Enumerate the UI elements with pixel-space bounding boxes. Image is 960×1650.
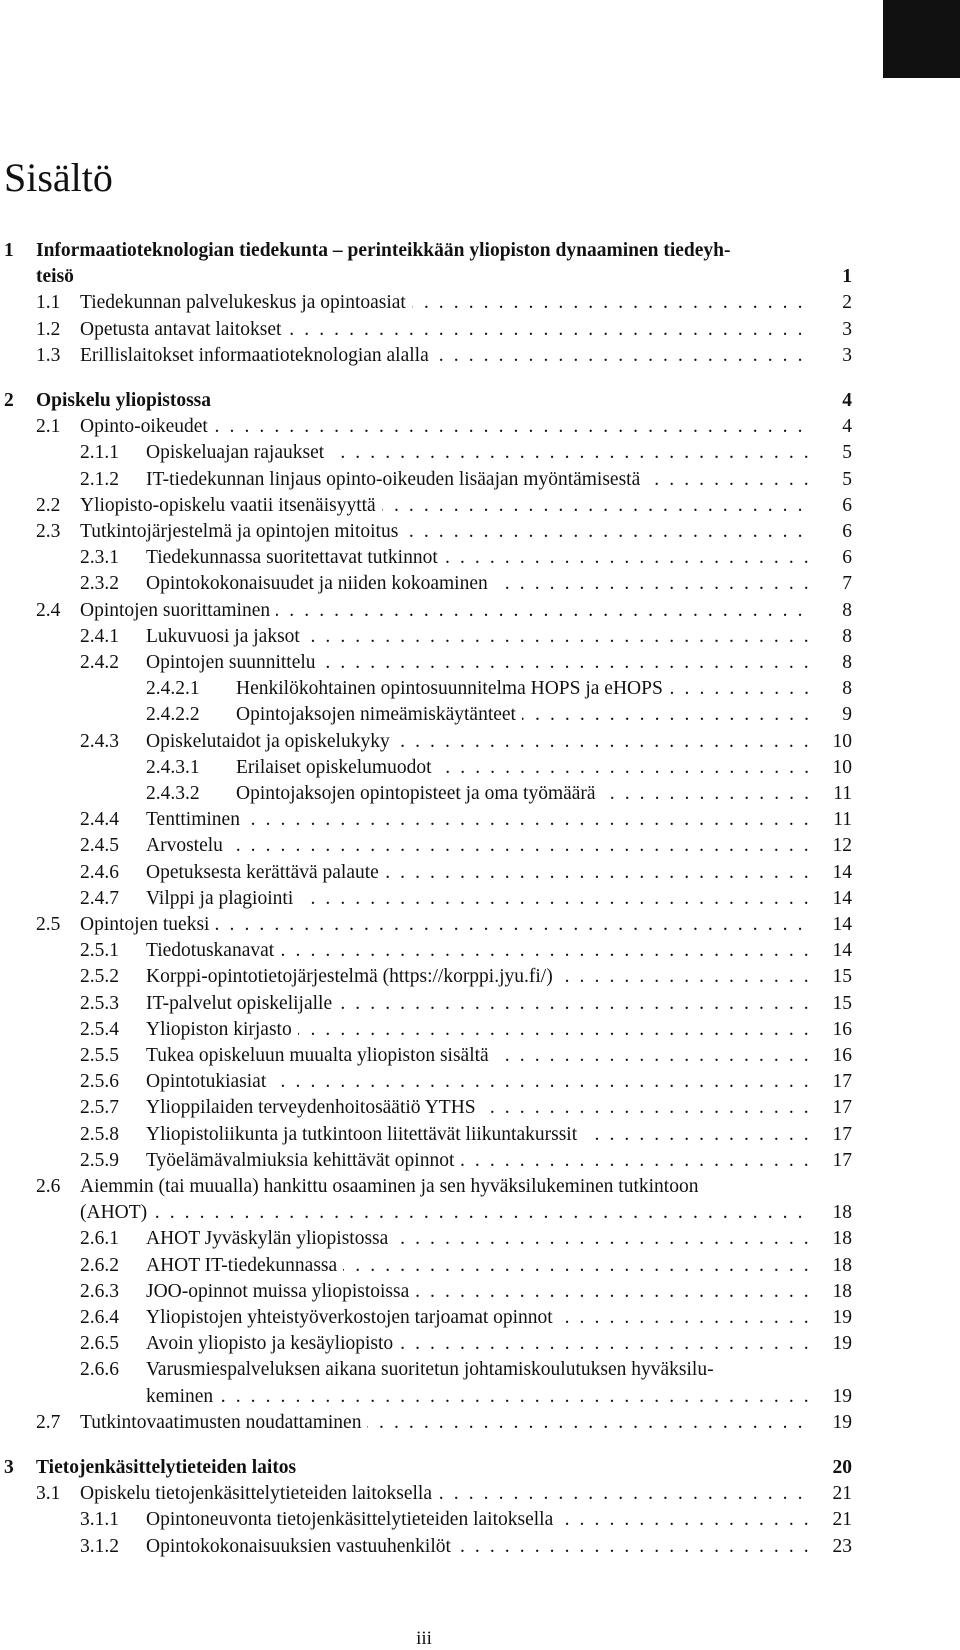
toc-entry-number: 2.5.3 [80,993,119,1014]
toc-entry-title [146,991,812,1017]
toc-entry-title-text: Opintokokonaisuuksien vastuuhenkilöt [146,1536,457,1557]
toc-entry-title-text: Opiskelutaidot ja opiskelukyky [146,731,396,752]
toc-entry-page: 21 [832,1483,852,1504]
toc-entry-number: 2.6.6 [80,1359,119,1380]
toc-entry-title-text: Henkilökohtainen opintosuunnitelma HOPS ja eHOPS [236,678,669,699]
toc-entry-page: 2 [842,292,852,313]
toc-entry-page: 6 [842,495,852,516]
toc-entry[interactable] [4,1305,852,1331]
toc-entry[interactable] [4,860,852,886]
toc-entry[interactable] [4,807,852,833]
toc-entry-title-text: teisö [36,266,80,287]
toc-entry[interactable] [4,650,852,676]
toc-entry-title [146,1226,812,1252]
toc-entry[interactable] [4,1279,852,1305]
toc-entry-page: 4 [842,390,852,411]
toc-entry-title-text: Opetusta antavat laitokset [80,319,287,340]
toc-entry[interactable] [4,1226,852,1252]
toc-entry-title-text: Yliopistojen yhteistyöverkostojen tarjoamat opinnot [146,1307,559,1328]
toc-entry-page: 15 [832,993,852,1014]
toc-entry-title-text: Opintojen suunnittelu [146,652,322,673]
toc-entry[interactable] [4,1200,852,1226]
toc-entry-title-text: Erilaiset opiskelumuodot [236,757,438,778]
toc-entry-page: 8 [842,652,852,673]
page-title: Sisältö [4,155,113,200]
toc-entry-title [146,1253,812,1279]
toc-entry-title-text: AHOT Jyväskylän yliopistossa [146,1228,394,1249]
toc-entry-title [80,493,812,519]
toc-entry-title [146,1507,812,1533]
toc-entry-title-text: Tietojenkäsittelytieteiden laitos [36,1457,302,1478]
toc-entry-title-text: Opetuksesta kerättävä palaute [146,862,385,883]
toc-entry-number: 2.5.2 [80,966,119,987]
toc-entry-title-text: (AHOT) [80,1202,153,1223]
toc-entry-title-text: Aiemmin (tai muualla) hankittu osaaminen ja sen hyväksilukeminen tutkintoon [80,1176,704,1197]
toc-entry-title [146,886,812,912]
toc-entry-title [146,1017,812,1043]
toc-entry-title [236,755,812,781]
toc-entry-page: 20 [832,1457,852,1478]
toc-entry-title-text: Opintojaksojen opintopisteet ja oma työmäärä [236,783,602,804]
toc-entry-title [146,1384,812,1410]
toc-entry-title [146,1069,812,1095]
toc-entry-title [36,264,812,290]
toc-entry-title [146,860,812,886]
toc-entry-title-text: Yliopiston kirjasto [146,1019,298,1040]
toc-entry-title-text: Lukuvuosi ja jaksot [146,626,306,647]
toc-entry-title [80,317,812,343]
toc-entry-number: 2.7 [36,1412,61,1433]
toc-entry-title-text: keminen [146,1386,219,1407]
toc-entry-title [80,343,812,369]
toc-entry[interactable] [4,938,852,964]
toc-entry-page: 1 [842,266,852,287]
toc-entry-page: 16 [832,1019,852,1040]
toc-entry-title [146,1331,812,1357]
toc-entry-title [80,912,812,938]
toc-entry-number: 1.2 [36,319,61,340]
toc-entry[interactable] [4,1534,852,1560]
toc-entry-page: 14 [832,940,852,961]
toc-entry-number: 2.4.2.1 [146,678,200,699]
toc-entry-title-text: Opintoneuvonta tietojenkäsittelytieteiden laitoksella [146,1509,559,1530]
toc-entry-page: 17 [832,1150,852,1171]
toc-entry[interactable] [4,493,852,519]
toc-entry-title-text: Tenttiminen [146,809,246,830]
toc-entry[interactable] [4,238,852,264]
toc-entry-number: 2.4.2 [80,652,119,673]
toc-entry[interactable] [4,912,852,938]
toc-entry-page: 19 [832,1333,852,1354]
toc-entry[interactable] [4,964,852,990]
toc-entry-title-text: Tukea opiskeluun muualta yliopiston sisältä [146,1045,495,1066]
toc-entry[interactable] [4,343,852,369]
toc-entry-number: 2.4.3.2 [146,783,200,804]
toc-entry-number: 2.6.1 [80,1228,119,1249]
toc-entry-title [80,1481,812,1507]
toc-entry-title [146,1122,812,1148]
toc-entry-number: 2.4.3 [80,731,119,752]
toc-entry[interactable] [4,1410,852,1436]
toc-entry-title [80,290,812,316]
toc-entry-page: 6 [842,547,852,568]
toc-entry-title [146,1534,812,1560]
toc-entry[interactable] [4,1122,852,1148]
toc-entry-number: 2.1.2 [80,469,119,490]
toc-entry-title-text: Tiedekunnan palvelukeskus ja opintoasiat [80,292,412,313]
toc-entry-title [36,1455,812,1481]
toc-entry-page: 10 [832,757,852,778]
toc-entry-number: 2.5.5 [80,1045,119,1066]
toc-entry-number: 2.6.3 [80,1281,119,1302]
toc-entry-title-text: Opintotukiasiat [146,1071,272,1092]
toc-entry-page: 19 [832,1307,852,1328]
toc-entry-page: 8 [842,626,852,647]
toc-entry-title-text: Korppi-opintotietojärjestelmä (https://korppi.jyu.fi/) [146,966,559,987]
toc-entry-page: 17 [832,1071,852,1092]
toc-entry[interactable] [4,290,852,316]
toc-entry-number: 2.3 [36,521,61,542]
toc-entry-title-text: Työelämävalmiuksia kehittävät opinnot [146,1150,460,1171]
toc-entry-number: 2.3.2 [80,573,119,594]
toc-entry-number: 2.4.7 [80,888,119,909]
toc-entry-page: 19 [832,1386,852,1407]
toc-entry-number: 2.4.2.2 [146,704,200,725]
toc-entry-title-text: Ylioppilaiden terveydenhoitosäätiö YTHS [146,1097,482,1118]
toc-entry-title [146,1148,812,1174]
toc-entry-title [80,414,812,440]
toc-entry-title [146,833,812,859]
toc-entry-page: 17 [832,1124,852,1145]
toc-entry-title-text: Opiskelu tietojenkäsittelytieteiden laitoksella [80,1483,438,1504]
toc-entry-title-text: AHOT IT-tiedekunnassa [146,1255,343,1276]
toc-entry-page: 10 [832,731,852,752]
toc-entry-title [146,807,812,833]
toc-entry-title [80,1410,812,1436]
toc-entry-page: 14 [832,888,852,909]
toc-entry-title [80,598,812,624]
toc-entry-number: 1 [4,240,14,261]
toc-entry[interactable] [4,886,852,912]
toc-entry[interactable] [4,414,852,440]
toc-entry-title [80,519,812,545]
toc-entry-title [236,702,812,728]
toc-entry-page: 23 [832,1536,852,1557]
toc-entry[interactable] [4,1384,852,1410]
toc-entry[interactable] [4,264,852,290]
toc-entry-number: 2.6 [36,1176,61,1197]
toc-entry-title [146,1357,816,1383]
toc-entry-page: 18 [832,1281,852,1302]
toc-entry-number: 2.1 [36,416,61,437]
toc-entry[interactable] [4,755,852,781]
toc-entry-page: 18 [832,1228,852,1249]
toc-entry-title-text: Yliopistoliikunta ja tutkintoon liitettävät liikuntakurssit [146,1124,583,1145]
toc-entry-title-text: Opintojen tueksi [80,914,215,935]
toc-entry-title [80,1200,812,1226]
toc-entry-number: 3.1.2 [80,1536,119,1557]
toc-entry-number: 2.4.5 [80,835,119,856]
toc-entry-page: 19 [832,1412,852,1433]
toc-entry-number: 2.6.4 [80,1307,119,1328]
toc-entry-title-text: Tutkintovaatimusten noudattaminen [80,1412,367,1433]
toc-entry-page: 12 [832,835,852,856]
toc-entry-title-text: IT-palvelut opiskelijalle [146,993,338,1014]
toc-entry[interactable] [4,1095,852,1121]
toc-entry-number: 1.3 [36,345,61,366]
toc-entry-page: 17 [832,1097,852,1118]
toc-entry-page: 15 [832,966,852,987]
toc-entry[interactable] [4,1174,852,1200]
toc-entry-title [146,964,812,990]
toc-entry-page: 18 [832,1255,852,1276]
toc-entry[interactable] [4,388,852,414]
toc-entry[interactable] [4,317,852,343]
toc-entry[interactable] [4,676,852,702]
toc-entry-page: 3 [842,345,852,366]
toc-entry-title [146,1305,812,1331]
toc-entry[interactable] [4,467,852,493]
toc-entry-page: 11 [833,783,852,804]
toc-entry-title-text: Opintokokonaisuudet ja niiden kokoaminen [146,573,494,594]
toc-entry-page: 11 [833,809,852,830]
toc-entry-title [36,388,812,414]
toc-entry-title [146,650,812,676]
toc-entry-number: 2.5 [36,914,61,935]
toc-entry-title-text: Varusmiespalveluksen aikana suoritetun johtamiskoulutuksen hyväksilu- [146,1359,720,1380]
toc-entry-title-text: Vilppi ja plagiointi [146,888,299,909]
toc-entry-title [236,781,812,807]
corner-block [883,0,960,78]
toc-entry-title-text: JOO-opinnot muissa yliopistoissa [146,1281,415,1302]
toc-entry[interactable] [4,729,852,755]
toc-entry-number: 2.4.4 [80,809,119,830]
toc-entry-title-text: Arvostelu [146,835,229,856]
toc-entry[interactable] [4,1357,852,1383]
toc-entry-title-text: Opiskeluajan rajaukset [146,442,330,463]
toc-entry-title [146,467,812,493]
toc-entry-page: 14 [832,914,852,935]
toc-entry-number: 2.5.8 [80,1124,119,1145]
toc-entry-title [146,729,812,755]
toc-entry[interactable] [4,1253,852,1279]
toc-entry-number: 2.5.7 [80,1097,119,1118]
toc-entry-number: 3 [4,1457,14,1478]
toc-entry-number: 2.4.6 [80,862,119,883]
toc-entry-page: 7 [842,573,852,594]
toc-entry-page: 8 [842,600,852,621]
toc-entry-number: 2.3.1 [80,547,119,568]
toc-entry-title [236,676,812,702]
toc-entry-number: 2.5.6 [80,1071,119,1092]
toc-entry-number: 2 [4,390,14,411]
toc-entry-number: 2.6.2 [80,1255,119,1276]
toc-entry-number: 2.5.9 [80,1150,119,1171]
toc-entry-title-text: Opintojen suorittaminen [80,600,276,621]
toc-entry[interactable] [4,1148,852,1174]
toc-entry-title-text: Yliopisto-opiskelu vaatii itsenäisyyttä [80,495,382,516]
toc-entry-number: 2.5.4 [80,1019,119,1040]
toc-entry-number: 2.2 [36,495,61,516]
toc-entry[interactable] [4,1017,852,1043]
toc-entry[interactable] [4,1481,852,1507]
toc-entry-title-text: Avoin yliopisto ja kesäyliopisto [146,1333,399,1354]
toc-entry-number: 3.1 [36,1483,61,1504]
toc-entry[interactable] [4,545,852,571]
toc-entry[interactable] [4,1507,852,1533]
toc-entry-number: 2.1.1 [80,442,119,463]
toc-entry-title [36,238,816,264]
toc-entry-page: 4 [842,416,852,437]
toc-entry[interactable] [4,991,852,1017]
toc-entry-title-text: Tiedotuskanavat [146,940,280,961]
toc-entry[interactable] [4,833,852,859]
toc-entry[interactable] [4,598,852,624]
toc-entry-title [146,571,812,597]
toc-entry-page: 14 [832,862,852,883]
toc-entry-title-text: IT-tiedekunnan linjaus opinto-oikeuden lisäajan myöntämisestä [146,469,646,490]
toc-entry-title [146,440,812,466]
toc-entry-page: 5 [842,442,852,463]
toc-entry[interactable] [4,1069,852,1095]
toc-entry-title-text: Tutkintojärjestelmä ja opintojen mitoitus [80,521,404,542]
toc-entry[interactable] [4,624,852,650]
toc-entry-title-text: Tiedekunnassa suoritettavat tutkinnot [146,547,444,568]
page-number: iii [416,1628,432,1649]
toc-entry[interactable] [4,1455,852,1481]
toc-entry-title [80,1174,816,1200]
toc-entry-title-text: Erillislaitokset informaatioteknologian alalla [80,345,435,366]
toc-entry-number: 2.5.1 [80,940,119,961]
toc-entry-title-text: Opinto-oikeudet [80,416,214,437]
toc-entry[interactable] [4,571,852,597]
toc-entry-page: 5 [842,469,852,490]
toc-entry-title [146,545,812,571]
toc-entry-number: 2.4 [36,600,61,621]
toc-entry-title [146,1095,812,1121]
toc-entry-number: 3.1.1 [80,1509,119,1530]
toc-entry-number: 2.4.3.1 [146,757,200,778]
toc-entry-page: 21 [832,1509,852,1530]
toc-entry[interactable] [4,519,852,545]
toc-entry[interactable] [4,781,852,807]
toc-entry-page: 9 [842,704,852,725]
toc-entry-title-text: Opiskelu yliopistossa [36,390,217,411]
toc-entry-title [146,1279,812,1305]
toc-entry-page: 16 [832,1045,852,1066]
toc-entry[interactable] [4,440,852,466]
toc-entry-number: 2.6.5 [80,1333,119,1354]
toc-entry-number: 1.1 [36,292,61,313]
toc-entry-title [146,1043,812,1069]
toc-entry[interactable] [4,1043,852,1069]
toc-entry-page: 8 [842,678,852,699]
toc-entry[interactable] [4,1331,852,1357]
toc-entry[interactable] [4,702,852,728]
toc-entry-page: 6 [842,521,852,542]
toc-entry-number: 2.4.1 [80,626,119,647]
toc-entry-title [146,938,812,964]
toc-entry-title-text: Informaatioteknologian tiedekunta – perinteikkään yliopiston dynaaminen tiedeyh- [36,240,737,261]
toc-entry-title [146,624,812,650]
toc-entry-page: 3 [842,319,852,340]
toc-entry-title-text: Opintojaksojen nimeämiskäytänteet [236,704,522,725]
toc-entry-page: 18 [832,1202,852,1223]
